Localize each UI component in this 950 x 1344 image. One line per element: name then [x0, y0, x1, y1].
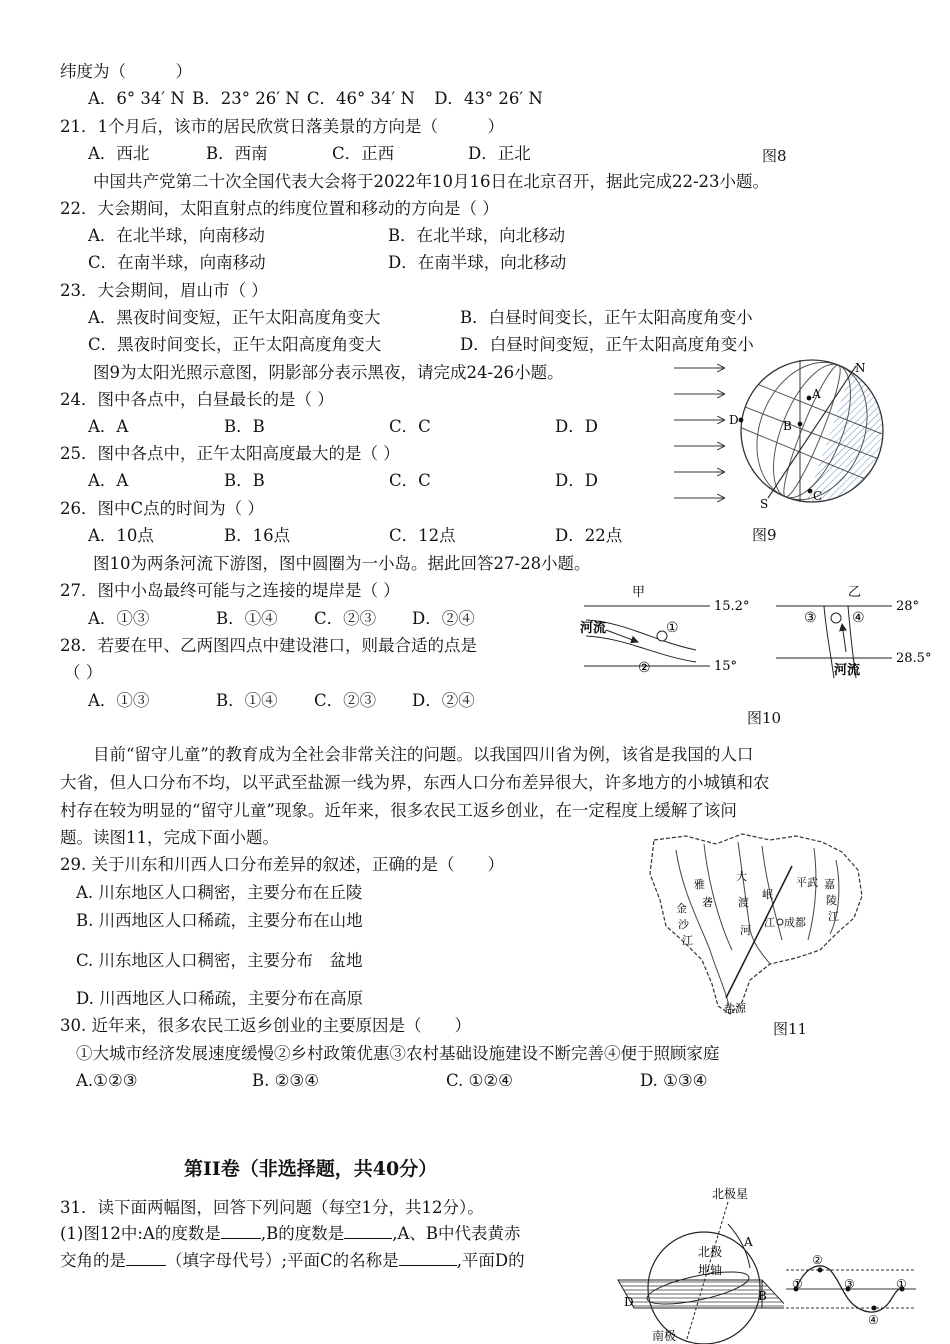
q28-option-d[interactable]: D．②④	[412, 691, 475, 710]
q21-option-a[interactable]: A．西北	[88, 144, 150, 163]
fig9-label-n: N	[855, 361, 866, 375]
q25-option-d[interactable]: D．D	[555, 471, 598, 490]
q27-stem: 27．图中小岛最终可能与之连接的堤岸是（ ）	[60, 581, 400, 600]
fig9-label-b: B	[783, 419, 792, 433]
fig11-sichuan-map	[646, 830, 868, 1020]
q31-line-2	[60, 1249, 525, 1272]
q24-option-a[interactable]: A．A	[88, 417, 129, 436]
q22-option-c[interactable]: C．在南半球，向南移动	[88, 253, 266, 272]
q30-stem: 30. 近年来，很多农民工返乡创业的主要原因是（ ）	[60, 1016, 471, 1035]
fig11-label-yanyuan: 盐源	[724, 1002, 746, 1015]
q24-option-d[interactable]: D．D	[555, 417, 598, 436]
fig12-polaris-label: 北极星	[712, 1187, 749, 1201]
fig11-label-pingwu: 平武	[796, 876, 818, 889]
sun-rays	[674, 368, 724, 498]
fig10-lat-28: 28°	[896, 599, 920, 614]
section-2-title: 第II卷（非选择题，共40分）	[184, 1158, 438, 1180]
q23-option-b[interactable]: B．白昼时间变长，正午太阳高度角变小	[460, 308, 753, 327]
fig10-point-2: ②	[638, 660, 651, 676]
fig11-label-chengdu: 成都	[784, 916, 806, 929]
fig12-label-a: A	[744, 1235, 753, 1249]
fig10-right-panel	[776, 585, 931, 678]
q31-blank-plane-c[interactable]	[399, 1249, 457, 1266]
fig12-south-pole-label: 南极	[652, 1329, 677, 1343]
q25-option-c[interactable]: C．C	[389, 471, 431, 490]
q23-option-d[interactable]: D．白昼时间变短，正午太阳高度角变小	[460, 335, 754, 354]
passage-line-4: 题。读图11，完成下面小题。	[60, 828, 279, 847]
fig10-point-1: ①	[666, 620, 679, 636]
q30-option-d[interactable]: D. ①③④	[640, 1071, 708, 1090]
fig10-left-panel	[580, 585, 749, 676]
fig12-north-pole-label: 北极	[698, 1245, 723, 1259]
fig9-caption: 图9	[752, 526, 777, 544]
q25-option-b[interactable]: B．B	[224, 471, 265, 490]
q30-reasons: ①大城市经济发展速度缓慢②乡村政策优惠③农村基础设施建设不断完善④便于照顾家庭	[76, 1044, 720, 1063]
q24-option-b[interactable]: B．B	[224, 417, 265, 436]
q23-stem: 23．大会期间，眉山市（ ）	[60, 281, 268, 300]
q28-option-b[interactable]: B．①④	[216, 691, 278, 710]
q27-option-a[interactable]: A．①③	[88, 609, 150, 628]
q26-stem: 26．图中C点的时间为（ ）	[60, 499, 264, 518]
fig11-label-sha: 沙	[678, 918, 689, 931]
fig10-lat-15-2: 15.2°	[714, 599, 750, 614]
q22-options-row1	[88, 225, 565, 247]
fig12-label-d: D	[624, 1295, 634, 1309]
intro-22-23: 中国共产党第二十次全国代表大会将于2022年10月16日在北京召开，据此完成22-23小题。	[93, 172, 770, 191]
fig11-label-jiang1: 江	[764, 916, 775, 929]
fig12-label-b: B	[758, 1289, 767, 1303]
q22-stem: 22．大会期间，太阳直射点的纬度位置和移动的方向是（ ）	[60, 199, 499, 218]
q27-options	[88, 608, 475, 630]
fig11-label-jiang2: 江	[828, 910, 839, 923]
q28-stem: 28．若要在甲、乙两图四点中建设港口，则最合适的点是	[60, 636, 477, 655]
fig13-migration-curve	[782, 1248, 922, 1328]
q29-option-c[interactable]: C. 川东地区人口稠密，主要分布 盆地	[76, 951, 363, 970]
fig10-left-river: 河流	[580, 621, 607, 636]
q30-option-c[interactable]: C. ①②④	[446, 1071, 513, 1090]
intro-27-28: 图10为两条河流下游图，图中圆圈为一小岛。据此回答27-28小题。	[93, 554, 591, 573]
fig11-label-da: 大	[736, 870, 747, 883]
q23-options-row2	[88, 334, 754, 356]
fig11-label-he: 河	[740, 924, 751, 937]
q22-options-row2	[88, 252, 566, 274]
q26-options	[88, 525, 622, 547]
q23-option-c[interactable]: C．黑夜时间变长，正午太阳高度角变大	[88, 335, 382, 354]
fig13-point-3: ③	[844, 1277, 855, 1291]
q21-option-b[interactable]: B．西南	[206, 144, 268, 163]
fig12-axis-label: 地轴	[698, 1263, 723, 1277]
q31-text-a: (1)图12中:A的度数是	[60, 1224, 221, 1243]
fig11-label-jia: 嘉	[824, 878, 835, 891]
q27-option-b[interactable]: B．①④	[216, 609, 278, 628]
fig9-illumination-diagram	[672, 358, 912, 526]
q24-stem: 24．图中各点中，白昼最长的是（ ）	[60, 390, 334, 409]
fig9-label-s: S	[760, 497, 769, 511]
q23-option-a[interactable]: A．黑夜时间变短，正午太阳高度角变大	[88, 308, 381, 327]
passage-line-3: 村存在较为明显的“留守儿童”现象。近年来，很多农民工返乡创业，在一定程度上缓解了该问	[60, 801, 737, 820]
q28-option-a[interactable]: A．①③	[88, 691, 150, 710]
q24-options	[88, 416, 598, 438]
q22-option-b[interactable]: B．在北半球，向北移动	[388, 226, 566, 245]
q31-blank-a-degree[interactable]	[221, 1222, 261, 1239]
fig13-point-2: ②	[812, 1253, 823, 1267]
q20-option-c[interactable]: C．46° 34′ N	[306, 89, 415, 108]
q31-blank-b-degree[interactable]	[344, 1222, 392, 1239]
q21-options	[88, 143, 531, 165]
q23-options-row1	[88, 307, 753, 329]
fig10-caption: 图10	[747, 709, 782, 727]
q27-option-c[interactable]: C．②③	[314, 609, 377, 628]
passage-line-1: 目前“留守儿童”的教育成为全社会非常关注的问题。以我国四川省为例，该省是我国的人口	[93, 745, 754, 764]
q29-option-b[interactable]: B. 川西地区人口稀疏，主要分布在山地	[76, 911, 363, 930]
fig10-yi-title: 乙	[848, 585, 862, 600]
q30-options	[76, 1070, 708, 1092]
q24-option-c[interactable]: C．C	[389, 417, 431, 436]
fig9-label-c: C	[813, 489, 823, 503]
q21-stem: 21．1个月后，该市的居民欣赏日落美景的方向是（ ）	[60, 117, 504, 136]
fig11-label-min: 岷	[762, 888, 773, 901]
fig11-label-ya: 雅	[694, 878, 705, 891]
fig13-point-1-left: ①	[792, 1277, 803, 1291]
q31-blank-obliquity[interactable]	[126, 1249, 166, 1266]
q30-option-b[interactable]: B. ②③④	[252, 1071, 319, 1090]
fig11-label-long: 砻	[702, 896, 713, 909]
fig10-right-river: 河流	[834, 663, 861, 678]
q20-option-a[interactable]: A．6° 34′ N	[88, 89, 185, 108]
q31-text-f: ,平面D的	[456, 1251, 525, 1270]
q26-option-d[interactable]: D．22点	[555, 526, 623, 545]
q31-text-d: 交角的是	[60, 1251, 126, 1270]
fig11-label-jin: 金	[676, 902, 687, 915]
intro-24-26: 图9为太阳光照示意图，阴影部分表示黑夜，请完成24-26小题。	[93, 363, 564, 382]
q30-option-a[interactable]: A.①②③	[76, 1071, 138, 1090]
q25-stem: 25．图中各点中，正午太阳高度最大的是（ ）	[60, 444, 400, 463]
q29-stem: 29. 关于川东和川西人口分布差异的叙述，正确的是（ ）	[60, 855, 504, 874]
fig13-point-4: ④	[868, 1313, 879, 1327]
fig10-jia-title: 甲	[632, 585, 646, 600]
fig10-lat-15: 15°	[714, 659, 738, 674]
q22-option-a[interactable]: A．在北半球，向南移动	[88, 226, 265, 245]
q22-option-d[interactable]: D．在南半球，向北移动	[388, 253, 567, 272]
fig9-label-a: A	[812, 387, 821, 401]
q29-option-a[interactable]: A. 川东地区人口稠密，主要分布在丘陵	[76, 883, 363, 902]
fig13-point-1-right: ①	[896, 1277, 907, 1291]
q31-text-b: ,B的度数是	[260, 1224, 345, 1243]
fig10-river-diagram	[576, 580, 938, 680]
fig11-label-ling: 陵	[826, 894, 837, 907]
q28-options	[88, 690, 475, 712]
q31-stem: 31．读下面两幅图，回答下列问题（每空1分，共12分）。	[60, 1198, 484, 1217]
q25-options	[88, 470, 598, 492]
q29-option-d[interactable]: D. 川西地区人口稀疏，主要分布在高原	[76, 989, 364, 1008]
q20-stem-tail: 纬度为（ ）	[60, 62, 192, 81]
q28-option-c[interactable]: C．②③	[314, 691, 377, 710]
fig10-point-4: ④	[852, 610, 865, 626]
fig11-caption: 图11	[773, 1020, 808, 1038]
q31-text-e: （填字母代号）;平面C的名称是	[166, 1251, 399, 1270]
q28-stem-bracket: （ ）	[64, 663, 103, 682]
fig11-label-jiang3: 江	[682, 934, 693, 947]
q31-text-c: ,A、B中代表黄赤	[392, 1224, 521, 1243]
q21-option-d[interactable]: D．正北	[468, 144, 531, 163]
q20-option-b[interactable]: B．23° 26′ N	[192, 89, 300, 108]
q27-option-d[interactable]: D．②④	[412, 609, 475, 628]
fig11-label-du: 渡	[738, 896, 749, 909]
q31-line-1	[60, 1222, 521, 1245]
passage-line-2: 大省，但人口分布不均，以平武至盐源一线为界，东西人口分布差异很大，许多地方的小城镇和农	[60, 773, 770, 792]
q26-option-b[interactable]: B．16点	[224, 526, 291, 545]
fig10-point-3: ③	[804, 610, 817, 626]
fig8-caption: 图8	[762, 147, 787, 165]
q21-option-c[interactable]: C．正西	[332, 144, 395, 163]
q20-option-d[interactable]: D．43° 26′ N	[434, 89, 543, 108]
q20-options	[88, 88, 543, 110]
q25-option-a[interactable]: A．A	[88, 471, 129, 490]
fig12-earth-axis-diagram	[612, 1184, 784, 1344]
q26-option-a[interactable]: A．10点	[88, 526, 154, 545]
q26-option-c[interactable]: C．12点	[389, 526, 456, 545]
fig10-lat-28-5: 28.5°	[896, 651, 932, 666]
fig9-label-d: D	[729, 413, 739, 427]
